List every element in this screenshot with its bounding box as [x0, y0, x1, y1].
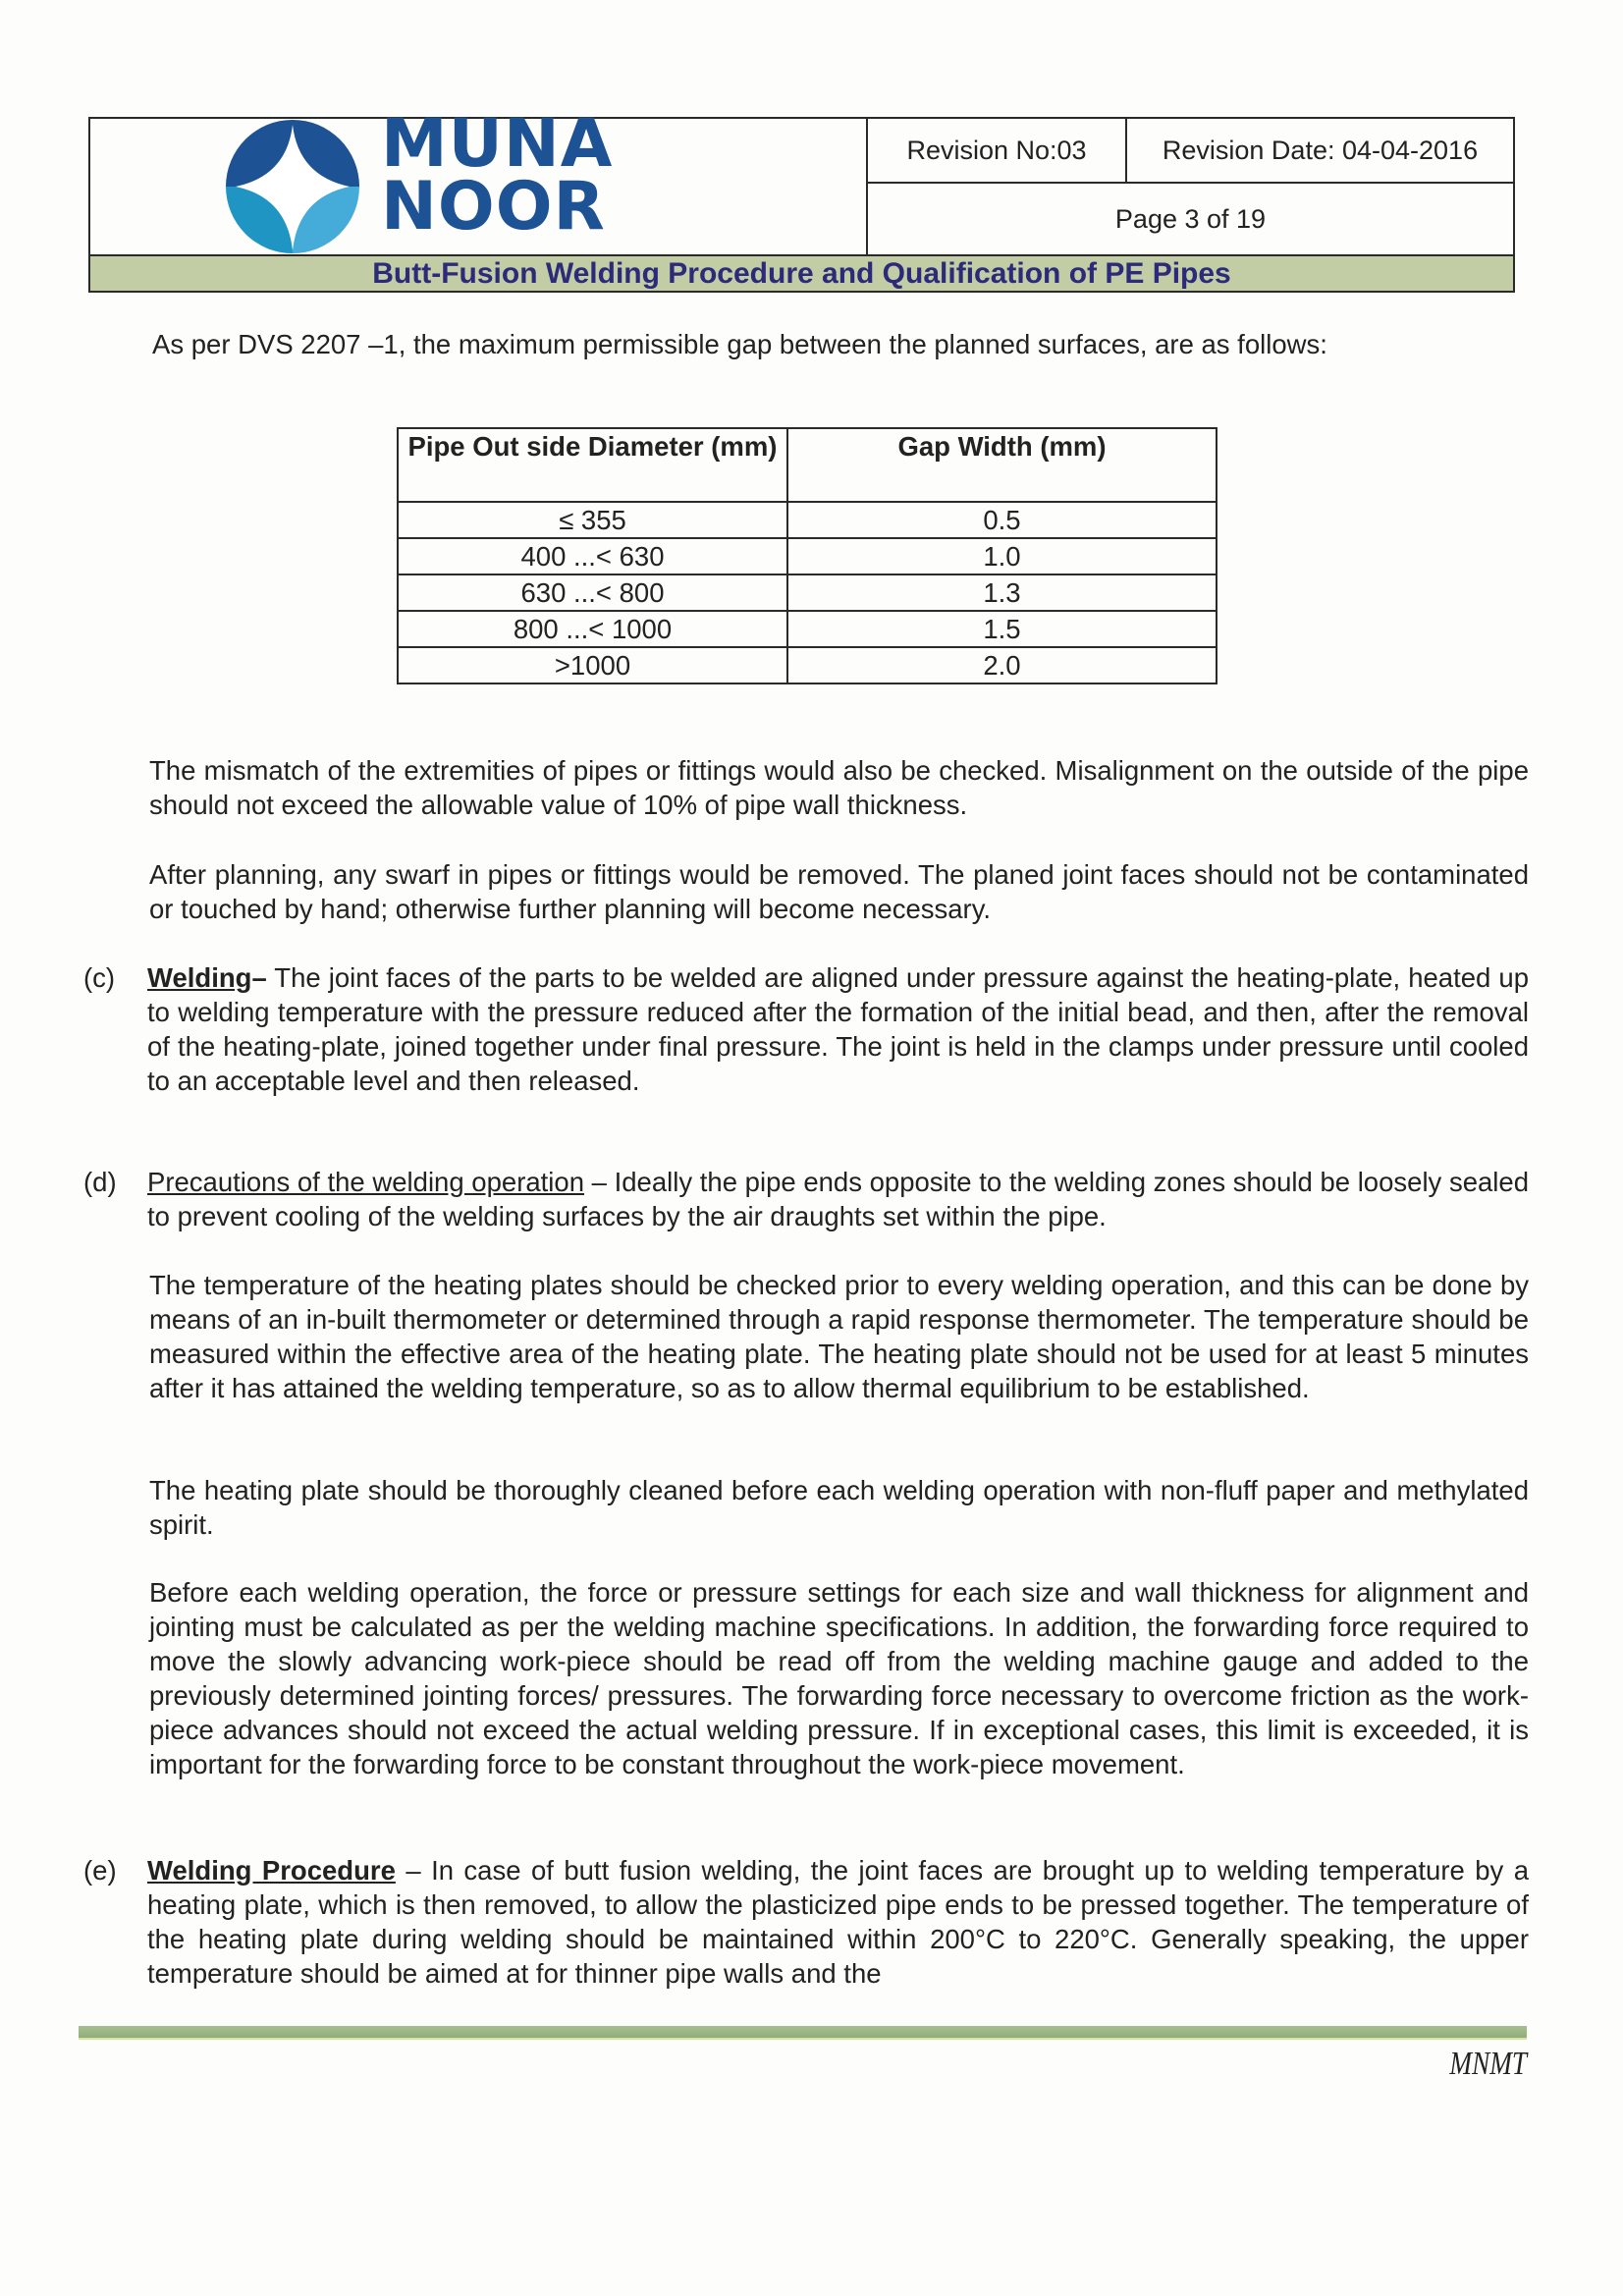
section-c-text: The joint faces of the parts to be welded are aligned under pressure against the heating-plate, heated up to welding temperature with the pressure reduced after the formation of the initial bead, and then, after the removal of the heating-plate, joined together under final pressure. The joint is held in the clamps under pressure until cooled to an acceptable level and then released. — [147, 962, 1529, 1096]
section-e-text: – In case of butt fusion welding, the joint faces are brought up to welding temperature by a heating plate, which is then removed, to allow the plasticized pipe ends to be pressed together. The temperature of the heating plate during welding should be maintained within 200°C to 220°C. Generally speaking, the upper temperature should be aimed at for thinner pipe walls and the — [147, 1855, 1529, 1989]
gap-width-cell: 1.0 — [787, 538, 1217, 574]
section-d-precautions — [147, 1165, 1529, 1233]
section-c-heading: Welding — [147, 962, 252, 993]
star-circle-logo-icon — [224, 119, 361, 254]
force-settings-paragraph: Before each welding operation, the force or pressure settings for each size and wall thickness for alignment and jointing must be calculated as per the welding machine specifications. In addition, the forwarding force required to move the slowly advancing work-piece should be read off from the welding machine gauge and added to the previously determined jointing forces/ pressures. The forwarding force necessary to overcome friction as the work-piece advances should not exceed the actual welding pressure. If in exceptional cases, this limit is exceeded, it is important for the forwarding force to be constant throughout the work-piece movement. — [149, 1577, 1529, 1779]
gap-width-table — [397, 427, 1217, 684]
document-header — [88, 105, 1515, 293]
table-row — [398, 502, 1217, 538]
footer-code: MNMT — [1449, 2046, 1527, 2082]
logo-wordmark — [381, 105, 614, 246]
section-c-marker: (c) — [83, 962, 116, 993]
table-row — [398, 647, 1217, 683]
section-e-welding-procedure — [147, 1853, 1529, 1991]
gap-width-cell: 0.5 — [787, 502, 1217, 538]
diameter-cell: >1000 — [398, 647, 787, 683]
heating-plate-temperature-paragraph: The temperature of the heating plates should be checked prior to every welding operation, and this can be done by means of an in-built thermometer or determined through a rapid response thermometer. The temperature should be measured within the effective area of the heating plate. The heating plate should not be used for at least 5 minutes after it has attained the welding temperature, so as to allow thermal equilibrium to be established. — [149, 1270, 1529, 1403]
diameter-cell: 800 ...< 1000 — [398, 611, 787, 647]
page-number: Page 3 of 19 — [866, 184, 1513, 254]
section-c-dash: – — [251, 962, 267, 993]
company-logo — [90, 105, 866, 254]
after-planning-paragraph: After planning, any swarf in pipes or fittings would be removed. The planed joint faces should not be contaminated or touched by hand; otherwise further planning will become necessary. — [149, 859, 1529, 924]
table-row — [398, 538, 1217, 574]
table-row — [398, 611, 1217, 647]
revision-date: Revision Date: 04-04-2016 — [1125, 119, 1513, 184]
gap-width-cell: 1.3 — [787, 574, 1217, 611]
table-row — [398, 574, 1217, 611]
diameter-cell: ≤ 355 — [398, 502, 787, 538]
section-c-welding — [147, 960, 1529, 1098]
section-d-text: – Ideally the pipe ends opposite to the welding zones should be loosely sealed to prevent cooling of the welding surfaces by the air draughts set within the pipe. — [147, 1167, 1530, 1231]
column-header: Pipe Out side Diameter (mm) — [398, 428, 787, 502]
column-header: Gap Width (mm) — [787, 428, 1217, 502]
logo-line-noor: NOOR — [381, 168, 606, 246]
gap-width-cell: 1.5 — [787, 611, 1217, 647]
section-e-heading: Welding Procedure — [147, 1855, 396, 1886]
table-header-row — [398, 428, 1217, 502]
footer-divider — [79, 2026, 1527, 2040]
heating-plate-cleaning-paragraph: The heating plate should be thoroughly cleaned before each welding operation with non-fluff paper and methylated spirit. — [149, 1475, 1529, 1540]
document-title-band — [90, 254, 1513, 291]
intro-text: As per DVS 2207 –1, the maximum permissible gap between the planned surfaces, are as follows: — [152, 329, 1327, 359]
gap-width-cell: 2.0 — [787, 647, 1217, 683]
logo-line-muna: MUNA — [381, 105, 614, 183]
diameter-cell: 400 ...< 630 — [398, 538, 787, 574]
revision-number: Revision No:03 — [866, 119, 1125, 184]
mismatch-paragraph: The mismatch of the extremities of pipes or fittings would also be checked. Misalignment on the outside of the pipe should not exceed the allowable value of 10% of pipe wall thickness. — [149, 755, 1529, 820]
section-d-marker: (d) — [83, 1167, 117, 1197]
section-d-heading: Precautions of the welding operation — [147, 1167, 584, 1197]
document-title: Butt-Fusion Welding Procedure and Qualification of PE Pipes — [372, 257, 1231, 290]
section-e-marker: (e) — [83, 1855, 117, 1886]
diameter-cell: 630 ...< 800 — [398, 574, 787, 611]
